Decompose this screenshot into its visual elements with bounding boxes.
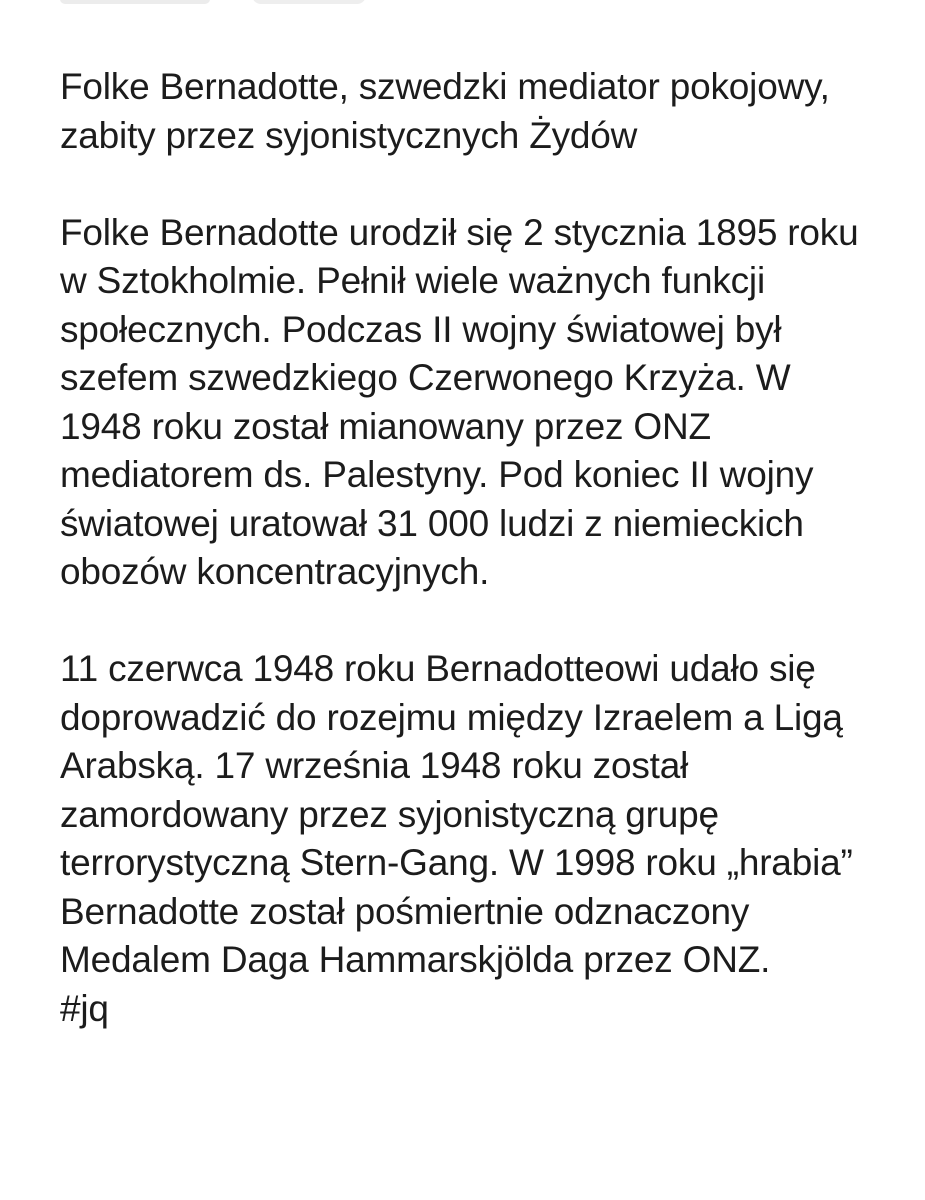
hashtag-link[interactable]: #jq	[60, 987, 109, 1029]
post-body	[60, 63, 880, 1033]
top-toolbar-fragment	[60, 0, 210, 4]
top-toolbar-remnant	[0, 0, 925, 10]
post-paragraph	[60, 645, 880, 1033]
top-chip-fragment	[252, 0, 366, 4]
post-title: Folke Bernadotte, szwedzki mediator pokojowy, zabity przez syjonistycznych Żydów	[60, 66, 830, 156]
post-paragraph-text: 11 czerwca 1948 roku Bernadotteowi udało się doprowadzić do rozejmu między Izraelem a Ligą Arabską. 17 września 1948 roku został zamordowany przez syjonistyczną grupę terrorystyczną Stern-Gang. W 1998 roku „hrabia” Bernadotte został pośmiertnie odznaczony Medalem Daga Hammarskjölda przez ONZ.	[60, 648, 853, 980]
post-paragraph: Folke Bernadotte urodził się 2 stycznia 1895 roku w Sztokholmie. Pełnił wiele ważnych funkcji społecznych. Podczas II wojny światowej był szefem szwedzkiego Czerwonego Krzyża. W 1948 roku został mianowany przez ONZ mediatorem ds. Palestyny. Pod koniec II wojny światowej uratował 31 000 ludzi z niemieckich obozów koncentracyjnych.	[60, 211, 859, 592]
